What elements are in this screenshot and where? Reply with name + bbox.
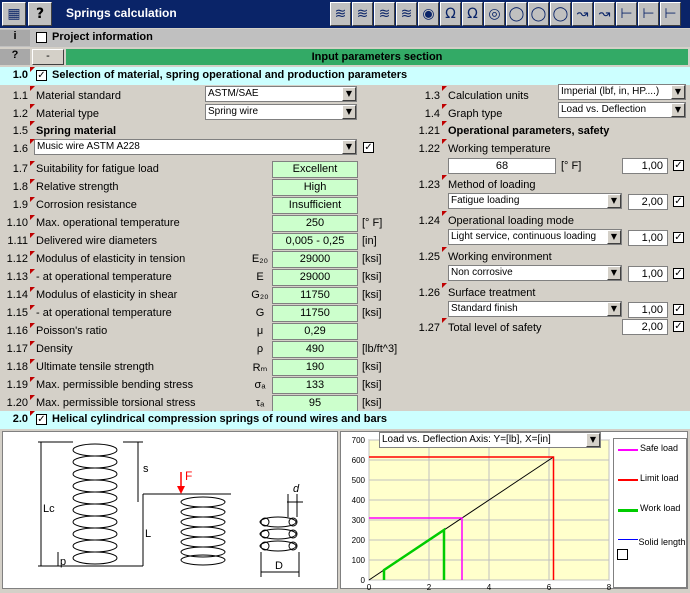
param-value: 250 (272, 215, 358, 232)
row-index: 1.27 (418, 322, 440, 334)
param-symbol: τₐ (255, 397, 265, 409)
param-value: 190 (272, 359, 358, 376)
surface-factor[interactable]: 1,00 (628, 302, 668, 318)
spring-drawing (2, 431, 338, 589)
chart-legend (613, 438, 687, 588)
param-unit: [ksi] (362, 307, 382, 319)
solid-length-label: Solid length (638, 537, 686, 547)
p-label: p (60, 556, 67, 568)
section-2-title: Helical cylindrical compression springs of round wires and bars (52, 413, 387, 425)
param-value: 0,29 (272, 323, 358, 340)
bar-icon[interactable]: ⊢ (616, 2, 637, 26)
app-icon[interactable]: ▦ (2, 2, 26, 26)
row-index: 1.19 (6, 379, 28, 391)
solid-length-checkbox[interactable] (617, 549, 628, 560)
working-temp-unit: [° F] (561, 160, 582, 172)
comment-marker[interactable] (30, 197, 35, 202)
comment-marker[interactable] (442, 211, 447, 216)
comment-marker[interactable] (442, 104, 447, 109)
comment-marker[interactable] (30, 251, 35, 256)
comment-marker[interactable] (30, 161, 35, 166)
param-label: - at operational temperature (36, 307, 172, 319)
comment-marker[interactable] (442, 318, 447, 323)
surface-select[interactable] (448, 301, 622, 317)
graph-type-label: Graph type (448, 108, 503, 120)
row-index: 1.8 (12, 181, 28, 193)
dd-label: D (275, 560, 283, 572)
total-safety-checkbox[interactable]: ✓ (674, 321, 683, 332)
operational-params-label: Operational parameters, safety (448, 125, 610, 137)
param-label: Ultimate tensile strength (36, 361, 154, 373)
input-section-title: Input parameters section (66, 49, 688, 65)
section-1-title: Selection of material, spring operational and production parameters (52, 69, 408, 81)
coil-icon[interactable]: ≋ (374, 2, 395, 26)
input-index[interactable]: ? (0, 49, 30, 65)
section-1-index: 1.0 (12, 69, 28, 81)
loading-method-label: Method of loading (448, 179, 536, 191)
section-2-index: 2.0 (12, 413, 28, 425)
hook-icon[interactable]: Ω (440, 2, 461, 26)
project-index: i (0, 30, 30, 46)
row-index: 1.13 (6, 271, 28, 283)
legend-swatch (618, 449, 638, 451)
chevron-down-icon[interactable]: ▼ (342, 87, 356, 101)
comment-marker[interactable] (30, 377, 35, 382)
param-value: 133 (272, 377, 358, 394)
f-label: F (185, 469, 193, 483)
param-symbol: E (256, 271, 264, 283)
total-safety-factor[interactable]: 2,00 (622, 319, 668, 335)
row-index: 1.3 (424, 90, 440, 102)
comment-marker[interactable] (30, 395, 35, 400)
spring-material-select[interactable] (34, 139, 357, 155)
legend-label: Safe load (640, 443, 679, 453)
environment-factor[interactable]: 1,00 (628, 266, 668, 282)
param-label: Relative strength (36, 181, 119, 193)
section-1-checkbox[interactable]: ✓ (37, 70, 46, 81)
x-tick-label: 0 (366, 583, 372, 590)
y-tick-label: 0 (360, 576, 365, 585)
hook-icon[interactable]: Ω (462, 2, 483, 26)
calc-units-select[interactable] (558, 84, 686, 100)
comment-marker[interactable] (442, 175, 447, 180)
chevron-down-icon[interactable]: ▼ (342, 140, 356, 154)
param-value: Excellent (272, 161, 358, 178)
param-value: 0,005 - 0,25 (272, 233, 358, 250)
comment-marker[interactable] (30, 305, 35, 310)
row-index: 1.5 (12, 125, 28, 137)
param-label: Suitability for fatigue load (36, 163, 159, 175)
project-info-row[interactable] (0, 29, 690, 47)
param-label: - at operational temperature (36, 271, 172, 283)
project-checkbox[interactable] (36, 32, 47, 43)
loop-icon[interactable]: ◯ (506, 2, 527, 26)
comment-marker[interactable] (30, 86, 35, 91)
legend-swatch (618, 509, 638, 512)
environment-select[interactable] (448, 265, 622, 281)
param-unit: [ksi] (362, 289, 382, 301)
x-tick-label: 8 (606, 583, 612, 590)
y-tick-label: 100 (351, 556, 365, 565)
project-title: Project information (52, 31, 153, 43)
total-safety-label: Total level of safety (448, 322, 542, 334)
comment-marker[interactable] (30, 411, 35, 416)
comment-marker[interactable] (30, 287, 35, 292)
chevron-down-icon[interactable]: ▼ (671, 103, 685, 117)
input-section-row (0, 48, 690, 66)
loading-mode-select[interactable] (448, 229, 622, 245)
row-index: 1.18 (6, 361, 28, 373)
section-2-header (0, 411, 690, 429)
chevron-down-icon[interactable]: ▼ (342, 105, 356, 119)
loop-icon[interactable]: ◯ (528, 2, 549, 26)
spring-material-checkbox[interactable]: ✓ (364, 142, 373, 153)
param-symbol: Rₘ (252, 362, 268, 374)
comment-marker[interactable] (30, 341, 35, 346)
comment-marker[interactable] (30, 323, 35, 328)
param-symbol: G₂₀ (251, 289, 269, 301)
row-index: 1.1 (12, 90, 28, 102)
toolbar (0, 0, 690, 28)
loading-mode-checkbox[interactable]: ✓ (674, 232, 683, 243)
param-symbol: ρ (256, 343, 264, 355)
coil-icon[interactable]: ≋ (330, 2, 351, 26)
material-standard-value: ASTM/SAE (208, 88, 259, 99)
param-label: Modulus of elasticity in tension (36, 253, 186, 265)
surface-label: Surface treatment (448, 287, 536, 299)
graph-type-select[interactable] (558, 102, 686, 118)
comment-marker[interactable] (30, 215, 35, 220)
material-type-select[interactable] (205, 104, 357, 120)
chevron-down-icon[interactable]: ▼ (607, 266, 621, 280)
app-title: Springs calculation (66, 6, 177, 20)
y-tick-label: 600 (351, 456, 365, 465)
param-label: Poisson's ratio (36, 325, 108, 337)
help-icon[interactable]: ? (28, 2, 52, 26)
loading-mode-label: Operational loading mode (448, 215, 574, 227)
collapse-button[interactable]: - (32, 49, 64, 65)
param-symbol: G (255, 307, 265, 319)
row-index: 1.7 (12, 163, 28, 175)
x-tick-label: 2 (426, 583, 432, 590)
coil-icon[interactable]: ≋ (352, 2, 373, 26)
loop-icon[interactable]: ◯ (550, 2, 571, 26)
spiral-icon[interactable]: ◎ (484, 2, 505, 26)
chevron-down-icon[interactable]: ▼ (607, 230, 621, 244)
row-index: 1.2 (12, 108, 28, 120)
coil-icon[interactable]: ≋ (396, 2, 417, 26)
param-value: High (272, 179, 358, 196)
param-label: Modulus of elasticity in shear (36, 289, 178, 301)
chart-panel (340, 431, 688, 589)
arrow-icon[interactable]: ↝ (572, 2, 593, 26)
loading-method-select[interactable] (448, 193, 622, 209)
param-unit: [ksi] (362, 253, 382, 265)
comment-marker[interactable] (30, 269, 35, 274)
legend-swatch (618, 479, 638, 481)
y-tick-label: 400 (351, 496, 365, 505)
param-label: Max. operational temperature (36, 217, 180, 229)
chevron-down-icon[interactable]: ▼ (607, 302, 621, 316)
ring-icon[interactable]: ◉ (418, 2, 439, 26)
param-unit: [ksi] (362, 361, 382, 373)
param-value: 490 (272, 341, 358, 358)
comment-marker[interactable] (442, 283, 447, 288)
graph-type-value: Load vs. Deflection (561, 104, 647, 115)
environment-checkbox[interactable]: ✓ (674, 268, 683, 279)
legend-swatch (618, 539, 638, 540)
param-value: 29000 (272, 269, 358, 286)
y-tick-label: 500 (351, 476, 365, 485)
surface-checkbox[interactable]: ✓ (674, 304, 683, 315)
calc-units-value: Imperial (lbf, in, HP....) (561, 86, 660, 97)
working-temp-checkbox[interactable]: ✓ (674, 160, 683, 171)
s-label: s (143, 463, 149, 475)
row-index: 1.15 (6, 307, 28, 319)
param-value: 11750 (272, 287, 358, 304)
section-1-header (0, 67, 690, 85)
material-type-value: Spring wire (208, 106, 259, 117)
comment-marker[interactable] (30, 139, 35, 144)
bar-icon[interactable]: ⊢ (638, 2, 659, 26)
row-index: 1.12 (6, 253, 28, 265)
row-index: 1.17 (6, 343, 28, 355)
y-tick-label: 700 (351, 436, 365, 445)
chevron-down-icon[interactable]: ▼ (586, 433, 600, 447)
row-index: 1.20 (6, 397, 28, 409)
row-index: 1.9 (12, 199, 28, 211)
row-index: 1.26 (418, 287, 440, 299)
param-unit: [in] (362, 235, 377, 247)
free-spring-coils (73, 444, 117, 564)
d-label: d (293, 483, 300, 495)
param-value: 29000 (272, 251, 358, 268)
comment-marker[interactable] (30, 233, 35, 238)
comment-marker[interactable] (30, 104, 35, 109)
material-type-label: Material type (36, 108, 99, 120)
chart-type-select[interactable] (379, 432, 601, 448)
param-symbol: E₂₀ (251, 253, 269, 265)
param-label: Delivered wire diameters (36, 235, 158, 247)
section-2-checkbox[interactable]: ✓ (37, 414, 46, 425)
surface-value: Standard finish (451, 303, 518, 314)
comment-marker[interactable] (442, 247, 447, 252)
chevron-down-icon[interactable]: ▼ (607, 194, 621, 208)
loading-method-checkbox[interactable]: ✓ (674, 196, 683, 207)
loading-method-value: Fatigue loading (451, 195, 520, 206)
param-label: Max. permissible torsional stress (36, 397, 196, 409)
environment-label: Working environment (448, 251, 552, 263)
chart-title: Load vs. Deflection Axis: Y=[lb], X=[in] (382, 434, 551, 445)
row-index: 1.24 (418, 215, 440, 227)
loading-mode-value: Light service, continuous loading (451, 231, 597, 242)
comment-marker[interactable] (30, 67, 35, 72)
chevron-down-icon[interactable]: ▼ (671, 85, 685, 99)
row-index: 1.21 (418, 125, 440, 137)
l-label: L (145, 528, 152, 540)
working-temp-input[interactable]: 68 (448, 158, 556, 174)
param-unit: [lb/ft^3] (362, 343, 398, 355)
param-label: Max. permissible bending stress (36, 379, 194, 391)
param-symbol: μ (256, 325, 264, 337)
comment-marker[interactable] (30, 179, 35, 184)
row-index: 1.22 (418, 143, 440, 155)
x-tick-label: 6 (546, 583, 552, 590)
working-temp-label: Working temperature (448, 143, 551, 155)
comment-marker[interactable] (30, 359, 35, 364)
param-value: 11750 (272, 305, 358, 322)
loading-mode-factor[interactable]: 1,00 (628, 230, 668, 246)
x-tick-label: 4 (486, 583, 492, 590)
working-temp-factor[interactable]: 1,00 (622, 158, 668, 174)
legend-label: Work load (640, 503, 681, 513)
row-index: 1.25 (418, 251, 440, 263)
comment-marker[interactable] (442, 139, 447, 144)
legend-label: Limit load (640, 473, 679, 483)
calc-units-label: Calculation units (448, 90, 529, 102)
param-value: Insufficient (272, 197, 358, 214)
environment-value: Non corrosive (451, 267, 513, 278)
bar-icon[interactable]: ⊢ (660, 2, 681, 26)
row-index: 1.16 (6, 325, 28, 337)
arrow-icon[interactable]: ↝ (594, 2, 615, 26)
row-index: 1.23 (418, 179, 440, 191)
spring-material-value: Music wire ASTM A228 (37, 141, 140, 152)
param-unit: [ksi] (362, 271, 382, 283)
comment-marker[interactable] (30, 121, 35, 126)
param-label: Corrosion resistance (36, 199, 137, 211)
param-unit: [ksi] (362, 397, 382, 409)
spring-diagram (3, 432, 339, 590)
row-index: 1.4 (424, 108, 440, 120)
row-index: 1.14 (6, 289, 28, 301)
row-index: 1.11 (7, 235, 28, 247)
param-symbol: σₐ (254, 379, 266, 391)
material-standard-select[interactable] (205, 86, 357, 102)
material-standard-label: Material standard (36, 90, 121, 102)
loading-method-factor[interactable]: 2,00 (628, 194, 668, 210)
param-unit: [ksi] (362, 379, 382, 391)
y-tick-label: 200 (351, 536, 365, 545)
param-label: Density (36, 343, 73, 355)
row-index: 1.6 (12, 143, 28, 155)
spring-material-label: Spring material (36, 125, 117, 137)
param-value: 95 (272, 395, 358, 412)
y-tick-label: 300 (351, 516, 365, 525)
lc-label: Lc (43, 503, 55, 515)
param-unit: [° F] (362, 217, 383, 229)
comment-marker[interactable] (442, 121, 447, 126)
row-index: 1.10 (6, 217, 28, 229)
comment-marker[interactable] (442, 86, 447, 91)
